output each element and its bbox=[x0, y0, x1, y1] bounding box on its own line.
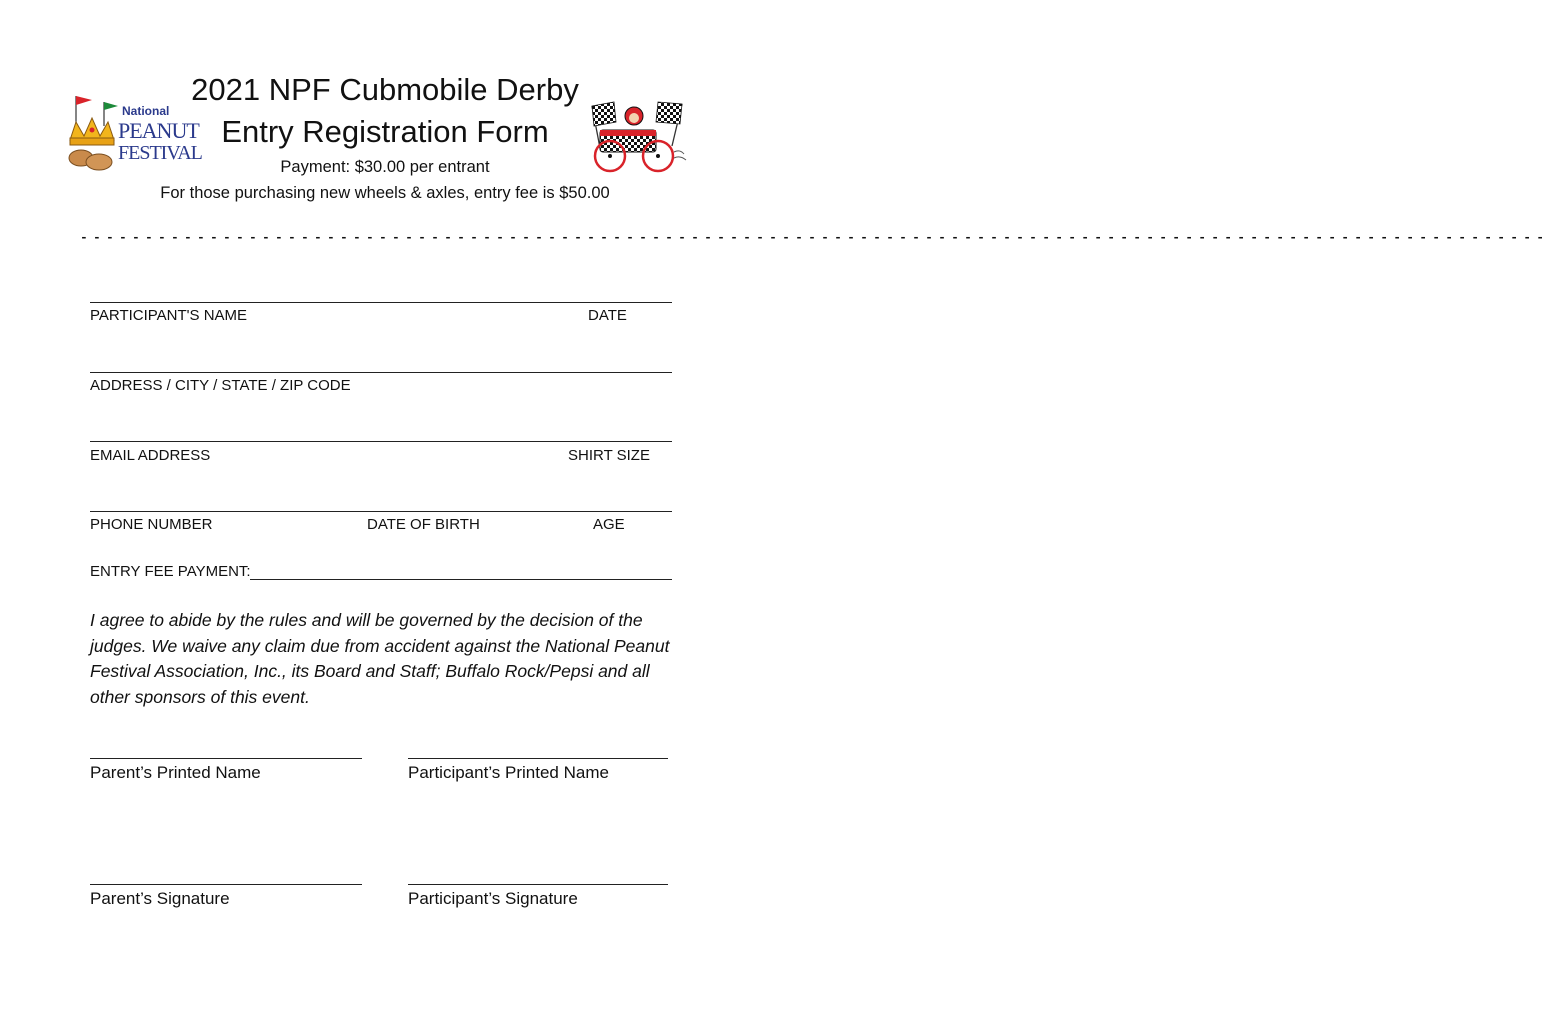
agreement-text: I agree to abide by the rules and will be governed by the decision of the judges. We waive any claim due from accident against the National Peanut Festival Association, Inc., its Board and Staff; Buffalo Rock/Pepsi and all other sponsors of this event. bbox=[90, 610, 670, 707]
participant-signature-line[interactable] bbox=[408, 884, 668, 885]
logo-word-festival: FESTIVAL bbox=[118, 142, 202, 164]
dob-label: DATE OF BIRTH bbox=[367, 516, 480, 533]
participant-signature-label: Participant’s Signature bbox=[408, 889, 578, 908]
parent-printed-name-line[interactable] bbox=[90, 758, 362, 759]
email-label: EMAIL ADDRESS bbox=[90, 447, 211, 464]
address-line[interactable] bbox=[90, 372, 672, 373]
form-title-line2: Entry Registration Form bbox=[221, 114, 549, 149]
phone-label: PHONE NUMBER bbox=[90, 516, 213, 533]
phone-line[interactable] bbox=[90, 511, 672, 512]
form-title-line1: 2021 NPF Cubmobile Derby bbox=[191, 72, 579, 107]
entry-fee-line[interactable] bbox=[250, 579, 672, 580]
logo-word-peanut: PEANUT bbox=[118, 118, 199, 143]
entry-fee-label: ENTRY FEE PAYMENT: bbox=[90, 563, 251, 580]
address-label: ADDRESS / CITY / STATE / ZIP CODE bbox=[90, 377, 351, 394]
shirt-size-label: SHIRT SIZE bbox=[568, 447, 650, 464]
payment-amount: Payment: $30.00 per entrant bbox=[280, 158, 490, 176]
email-line[interactable] bbox=[90, 441, 672, 442]
parent-signature-label: Parent’s Signature bbox=[90, 889, 230, 908]
participant-name-label: PARTICIPANT'S NAME bbox=[90, 307, 248, 324]
participant-printed-name-line[interactable] bbox=[408, 758, 668, 759]
parent-signature-line[interactable] bbox=[90, 884, 362, 885]
wheels-fee-note: For those purchasing new wheels & axles, entry fee is $50.00 bbox=[160, 184, 610, 202]
participant-name-line[interactable] bbox=[90, 302, 672, 303]
dashed-separator: - - - - - - - - - - - - - - - - - - - - - - - - - - - - - - - - - - - - - - - - - - - - - - - - - - - - - - - - - - - - - - - - - - - - - - - - - - - - - - - - - - - - - - - - - - - - - - - - - - - - - - - - - - - - - - - - - bbox=[80, 230, 1543, 245]
age-label: AGE bbox=[593, 516, 625, 533]
date-label: DATE bbox=[588, 307, 627, 324]
logo-word-national: National bbox=[122, 104, 170, 118]
participant-printed-name-label: Participant’s Printed Name bbox=[408, 763, 609, 782]
parent-printed-name-label: Parent’s Printed Name bbox=[90, 763, 261, 782]
